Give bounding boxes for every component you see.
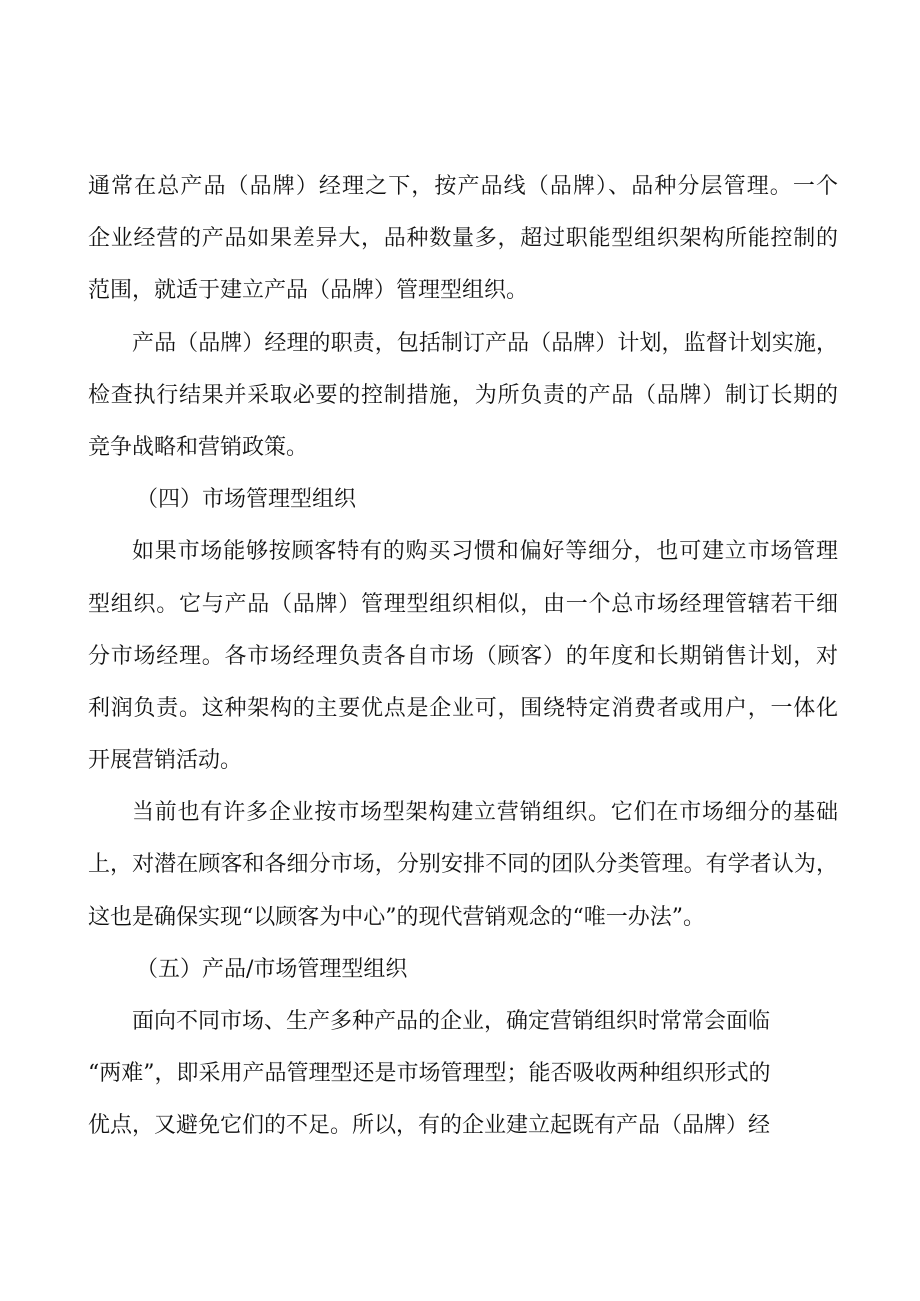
text-line: 型组织。它与产品（品牌）管理型组织相似，由一个总市场经理管辖若干细 [88,591,838,617]
text-line: 当前也有许多企业按市场型架构建立营销组织。它们在市场细分的基础 [132,800,838,826]
section-heading-market-management: （四）市场管理型组织 [136,487,357,513]
text-line: 范围，就适于建立产品（品牌）管理型组织。 [88,278,529,304]
text-line: 优点，又避免它们的不足。所以，有的企业建立起既有产品（品牌）经 [88,1113,771,1139]
text-line: 产品（品牌）经理的职责，包括制订产品（品牌）计划，监督计划实施， [132,330,838,356]
text-line: 利润负责。这种架构的主要优点是企业可，围绕特定消费者或用户，一体化 [88,695,838,721]
paragraph-product-manager-duties [88,318,838,475]
paragraph-product-manager-structure [88,161,838,318]
text-line: 检查执行结果并采取必要的控制措施，为所负责的产品（品牌）制订长期的 [88,382,838,408]
text-line: 通常在总产品（品牌）经理之下，按产品线（品牌）、品种分层管理。一个 [88,174,838,199]
text-line: 竞争战略和营销政策。 [88,434,309,460]
paragraph-market-management [88,526,838,787]
text-line: “两难”，即采用产品管理型还是市场管理型；能否吸收两种组织形式的 [88,1061,771,1087]
text-line: 企业经营的产品如果差异大，品种数量多，超过职能型组织架构所能控制的 [88,226,838,252]
text-line: 这也是确保实现“以顾客为中心”的现代营销观念的“唯一办法”。 [88,904,705,930]
text-line: 面向不同市场、生产多种产品的企业，确定营销组织时常常会面临 [132,1009,771,1034]
text-line: 分市场经理。各市场经理负责各自市场（顾客）的年度和长期销售计划，对 [88,643,838,669]
text-line: 如果市场能够按顾客特有的购买习惯和偏好等细分，也可建立市场管理 [132,539,838,565]
paragraph-product-market-management [88,996,838,1153]
section-heading-product-market-management: （五）产品/市场管理型组织 [136,956,408,982]
text-line: 上，对潜在顾客和各细分市场，分别安排不同的团队分类管理。有学者认为， [88,852,838,878]
paragraph-market-organization-trend [88,787,838,944]
document-page [88,161,838,1153]
text-line: 开展营销活动。 [88,748,243,774]
